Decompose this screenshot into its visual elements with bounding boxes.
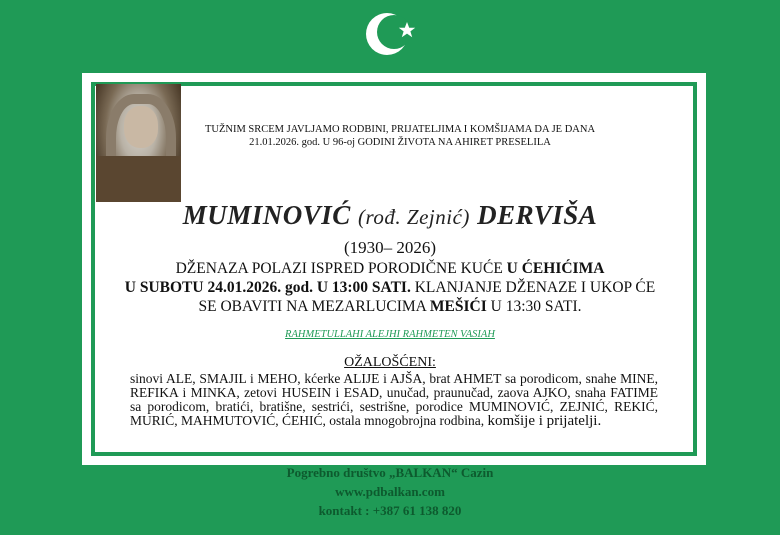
life-years: (1930– 2026) [343, 238, 437, 257]
mourners-list [130, 372, 658, 428]
footer-website: www.pdbalkan.com [335, 484, 445, 499]
funeral-line-2 [90, 278, 690, 297]
maiden-name: (rođ. Zejnić) [358, 205, 470, 229]
funeral-l2-date: U SUBOTU 24.01.2026. god. U 13:00 SATI. [124, 279, 411, 296]
funeral-line-1 [90, 259, 690, 278]
crescent-star-icon [365, 8, 417, 60]
mourners-text: sinovi ALE, SMAJIL i MEHO, kćerke ALIJE i AJŠA, brat AHMET sa porodicom, snahe MINE, REFIKA i MINKA, zetovi HUSEIN i ESAD, unučad, praunučad, zaova AJKO, snaha FATIME sa porodicom, bratići, bratišne, sestrići, sestrišne, porodice MUMINOVIĆ, ZEJNIĆ, REKIĆ, MURIĆ, MAHMUTOVIĆ, ĆEHIĆ, ostala mnogobrojna rodbina, [130, 371, 658, 428]
first-name: DERVIŠA [477, 200, 598, 230]
dua-text: RAHMETULLAHI ALEJHI RAHMETEN VASIAH [285, 329, 495, 340]
funeral-l1-text: DŽENAZA POLAZI ISPRED PORODIČNE KUĆE [175, 260, 507, 277]
funeral-l3-text: SE OBAVITI NA MEZARLUCIMA [198, 298, 430, 315]
funeral-l1-place: U ĆEHIĆIMA [506, 260, 605, 277]
deceased-name [100, 200, 680, 231]
footer-company: Pogrebno društvo „BALKAN“ Cazin [286, 465, 494, 480]
portrait-photo [96, 84, 181, 202]
funeral-l2-text: KLANJANJE DŽENAZE I UKOP ĆE [410, 279, 656, 296]
funeral-details [90, 259, 690, 316]
surname: MUMINOVIĆ [182, 200, 351, 230]
intro-line-2: 21.01.2026. god. U 96-oj GODINI ŽIVOTA NA AHIRET PRESELILA [249, 137, 551, 148]
intro-text [200, 123, 600, 149]
footer-contact: kontakt : +387 61 138 820 [318, 503, 462, 518]
funeral-home-footer [190, 463, 590, 520]
mourners-title: OŽALOŠĆENI: [344, 355, 436, 370]
funeral-line-3 [90, 297, 690, 316]
mourners-text-end: komšije i prijatelji. [487, 413, 602, 429]
funeral-l3-time: U 13:30 SATI. [486, 298, 582, 315]
funeral-l3-place: MEŠIĆI [429, 298, 487, 315]
photo-coat [96, 156, 181, 202]
photo-face [124, 106, 158, 148]
intro-line-1: TUŽNIM SRCEM JAVLJAMO RODBINI, PRIJATELJIMA I KOMŠIJAMA DA JE DANA [204, 124, 596, 135]
